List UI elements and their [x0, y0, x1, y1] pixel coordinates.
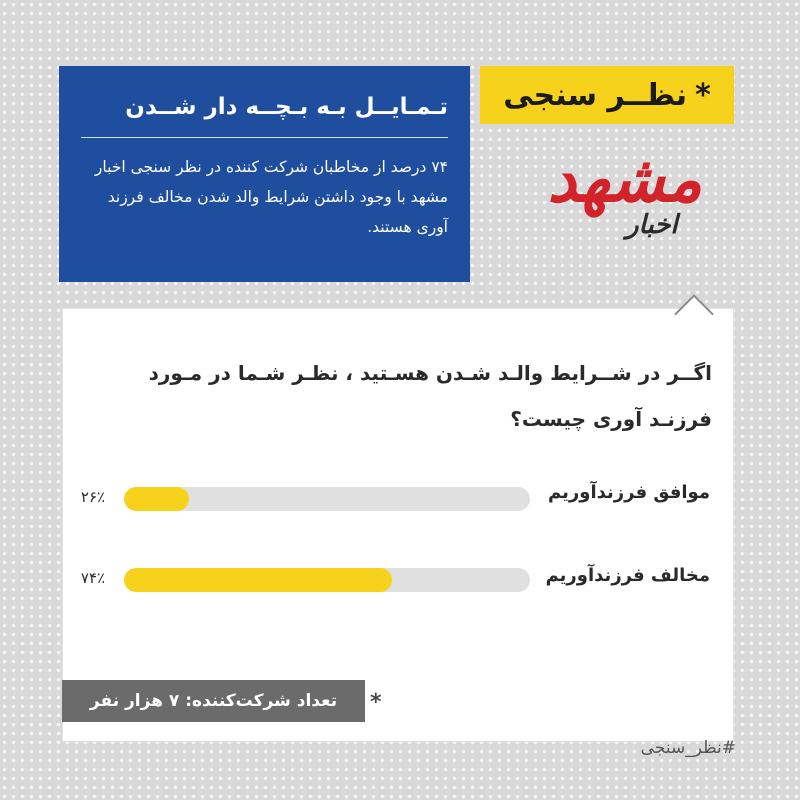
- asterisk-footer-icon: *: [370, 690, 382, 715]
- participants-bar: [62, 680, 365, 722]
- asterisk-icon: *: [695, 77, 711, 113]
- option-percent-agree: ۲۶٪: [80, 488, 106, 506]
- summary-panel: [59, 66, 470, 282]
- poll-tag-label: نظــر سنجی: [503, 77, 688, 113]
- logo-main-text: مشهد: [547, 142, 702, 217]
- title-divider: [81, 137, 448, 138]
- hashtag-link[interactable]: #نظر_سنجی: [640, 738, 736, 758]
- option-bar-agree: [124, 487, 530, 511]
- brand-logo: [508, 128, 738, 260]
- option-bar-disagree: [124, 568, 530, 592]
- logo-sub-text: اخبار: [626, 210, 678, 240]
- poll-topic-title: تـمـایــل بـه بـچــه دار شــدن: [125, 94, 448, 120]
- option-bar-fill-disagree: [124, 568, 392, 592]
- poll-question: اگــر در شــرایط والـد شـدن هسـتید ، نظـر شـما در مـورد فرزنـد آوری چیست؟: [148, 361, 712, 431]
- option-bar-fill-agree: [124, 487, 189, 511]
- poll-summary-text: ۷۴ درصد از مخاطبان شرکت کننده در نظر سنجی اخبار مشهد با وجود داشتن شرایط والد شدن مخالف فرزند آوری هستند.: [94, 158, 448, 236]
- option-label-agree: موافق فرزندآوریم: [548, 482, 710, 503]
- participants-text: تعداد شرکت‌کننده: ۷ هزار نفر: [89, 691, 338, 711]
- option-percent-disagree: ۷۴٪: [80, 569, 106, 587]
- option-label-disagree: مخالف فرزندآوریم: [545, 565, 710, 586]
- poll-tag: [480, 66, 734, 124]
